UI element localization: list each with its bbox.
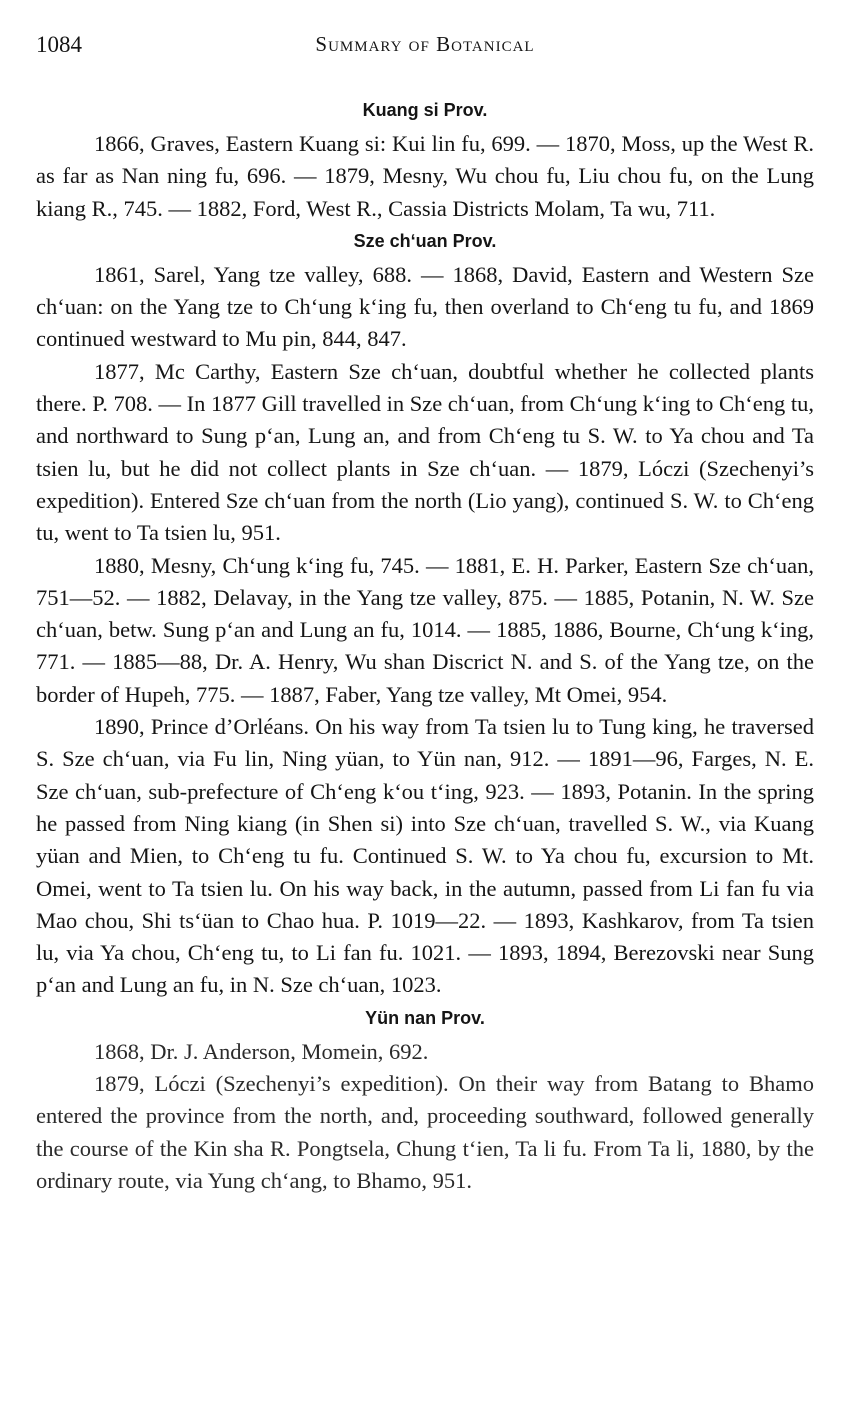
page-body: [36, 94, 814, 1197]
paragraph: 1877, Mc Carthy, Eastern Sze chʻuan, doubtful whether he collected plants there. P. 708. — In 1877 Gill travelled in Sze chʻuan, from Chʻung kʻing to Chʻeng tu, and northward to Sung pʻan, Lung an, and from Chʻeng tu S. W. to Ya chou and Ta tsien lu, but he did not collect plants in Sze chʻuan. — 1879, Lóczi (Szechenyi’s expedition). Entered Sze chʻuan from the north (Lio yang), continued S. W. to Chʻeng tu, went to Ta tsien lu, 951.: [36, 358, 814, 546]
paragraph: 1861, Sarel, Yang tze valley, 688. — 1868, David, Eastern and Western Sze chʻuan: on the Yang tze to Chʻung kʻing fu, then overland to Chʻeng tu fu, and 1869 continued westward to Mu pin, 844, 847.: [36, 261, 814, 352]
running-title: Summary of Botanical: [315, 32, 535, 56]
page-header: [36, 32, 814, 68]
paragraph: 1890, Prince d’Orléans. On his way from Ta tsien lu to Tung king, he traversed S. Sze chʻuan, via Fu lin, Ning yüan, to Yün nan, 912. — 1891—96, Farges, N. E. Sze chʻuan, sub-prefecture of Chʻeng kʻou tʻing, 923. — 1893, Potanin. In the spring he passed from Ning kiang (in Shen si) into Sze chʻuan, travelled S. W., via Kuang yüan and Mien, to Chʻeng tu fu. Continued S. W. to Ya chou fu, excursion to Mt. Omei, went to Ta tsien lu. On his way back, in the autumn, passed from Li fan fu via Mao chou, Shi tsʻüan to Chao hua. P. 1019—22. — 1893, Kashkarov, from Ta tsien lu, via Ya chou, Chʻeng tu, to Li fan fu. 1021. — 1893, 1894, Berezovski near Sung pʻan and Lung an fu, in N. Sze chʻuan, 1023.: [36, 714, 814, 998]
page-number: 1084: [36, 32, 82, 57]
section-heading-sze-chuan: Sze chʻuan Prov.: [353, 230, 497, 251]
section-heading-yun-nan: Yün nan Prov.: [365, 1007, 485, 1028]
paragraph: 1879, Lóczi (Szechenyi’s expedition). On their way from Batang to Bhamo entered the province from the north, and, proceeding southward, followed generally the course of the Kin sha R. Pongtsela, Chung tʻien, Ta li fu. From Ta li, 1880, by the ordinary route, via Yung chʻang, to Bhamo, 951.: [36, 1071, 814, 1193]
paragraph: 1866, Graves, Eastern Kuang si: Kui lin fu, 699. — 1870, Moss, up the West R. as far as Nan ning fu, 696. — 1879, Mesny, Wu chou fu, Liu chou fu, on the Lung kiang R., 745. — 1882, Ford, West R., Cassia Districts Molam, Ta wu, 711.: [36, 131, 814, 221]
paragraph: 1868, Dr. J. Anderson, Momein, 692.: [94, 1038, 429, 1064]
paragraph: 1880, Mesny, Chʻung kʻing fu, 745. — 1881, E. H. Parker, Eastern Sze chʻuan, 751—52. — 1882, Delavay, in the Yang tze valley, 875. — 1885, Potanin, N. W. Sze chʻuan, betw. Sung pʻan and Lung an fu, 1014. — 1885, 1886, Bourne, Chʻung kʻing, 771. — 1885—88, Dr. A. Henry, Wu shan Discrict N. and S. of the Yang tze, on the border of Hupeh, 775. — 1887, Faber, Yang tze valley, Mt Omei, 954.: [36, 552, 814, 707]
section-heading-kuang-si: Kuang si Prov.: [362, 100, 488, 120]
